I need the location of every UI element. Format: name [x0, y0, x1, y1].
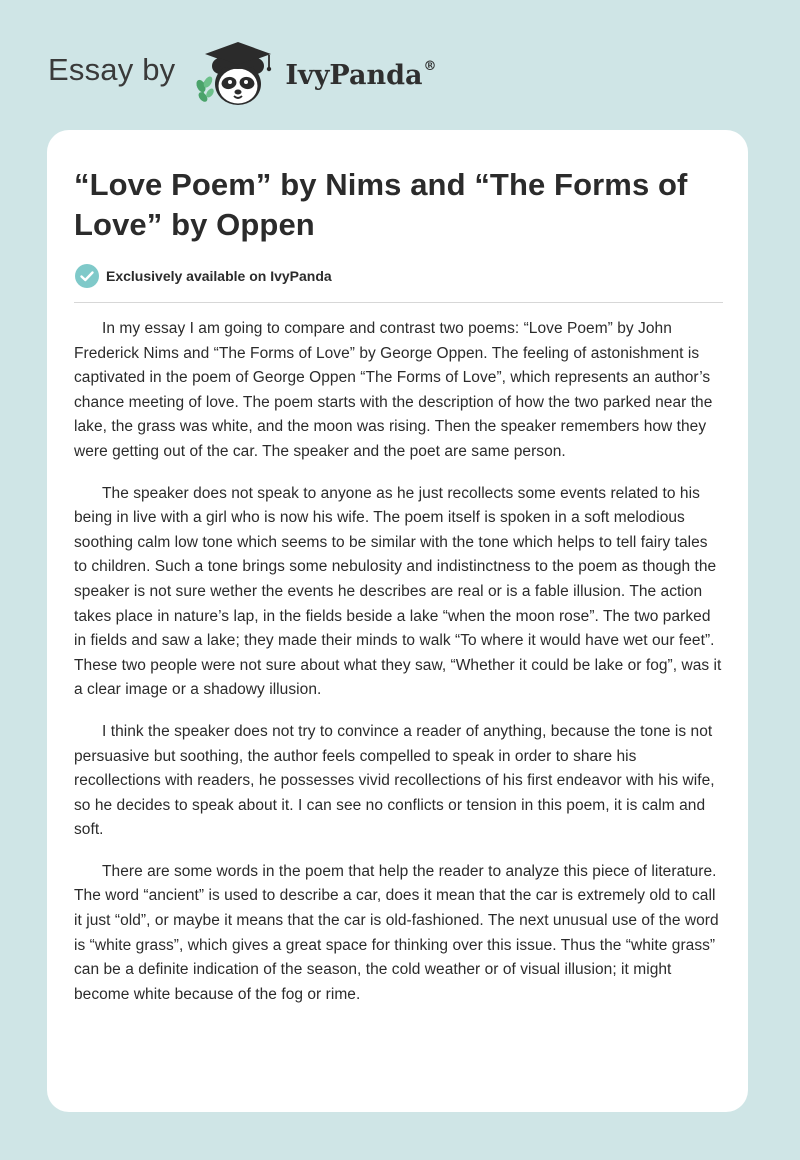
- essay-paragraph: There are some words in the poem that help the reader to analyze this piece of literature. The word “ancient” is used to describe a car, does it mean that the car is extremely old to call it just “old”, or maybe it means that the car is old-fashioned. The next unusual use of the word is “white grass”, which gives a great space for thinking over this issue. Thus the “white grass” can be a definite indication of the season, the cold weather or of visual illusion; it might become white because of the fog or rime.: [74, 862, 719, 1003]
- essay-paragraph: In my essay I am going to compare and contrast two poems: “Love Poem” by John Frederick Nims and “The Forms of Love” by George Oppen. The feeling of astonishment is captivated in the poem of George Oppen “The Forms of Love”, which represents an author’s chance meeting of love. The poem starts with the description of how the two parked near the lake, the grass was white, and the moon was rising. Then the speaker remembers how they were getting out of the car. The speaker and the poet are same person.: [74, 320, 713, 460]
- ivypanda-wordmark[interactable]: [285, 58, 437, 91]
- site-header: [48, 36, 436, 110]
- panda-graduate-icon[interactable]: [189, 36, 281, 110]
- brand-name-text: IvyPanda: [285, 59, 423, 91]
- essay-title: “Love Poem” by Nims and “The Forms of Love” by Oppen: [74, 167, 688, 242]
- exclusive-badge: [74, 263, 722, 289]
- registered-mark: ®: [423, 58, 437, 74]
- essay-paragraph: The speaker does not speak to anyone as he just recollects some events related to his being in live with a girl who is now his wife. The poem itself is spoken in a soft melodious soothing calm low tone which seems to be similar with the tone which helps to tell fairy tales to children. Such a tone brings some nebulosity and indistinctness to the poem as though the speaker is not sure wether the events he describes are real or is a fable illusion. The action takes place in nature’s lap, in the fields beside a lake “when the moon rose”. The two parked in fields and saw a lake; they made their minds to walk “To where it would have wet our feet”. These two people were not sure about what they saw, “Whether it could be lake or fog”, was it a clear image or a shadowy illusion.: [74, 484, 722, 699]
- essay-body: [74, 317, 722, 1007]
- exclusive-label: Exclusively available on IvyPanda: [106, 268, 332, 284]
- essay-by-label: Essay by: [48, 51, 176, 87]
- essay-card: [47, 130, 748, 1112]
- essay-paragraph: I think the speaker does not try to convince a reader of anything, because the tone is not persuasive but soothing, the author feels compelled to speak in order to share his recollections with readers, he possesses vivid recollections of his first endeavor with his wife, so he decides to speak about it. I can see no conflicts or tension in this poem, it is calm and soft.: [74, 722, 715, 839]
- title-divider: [74, 302, 723, 303]
- check-circle-icon: [74, 263, 100, 289]
